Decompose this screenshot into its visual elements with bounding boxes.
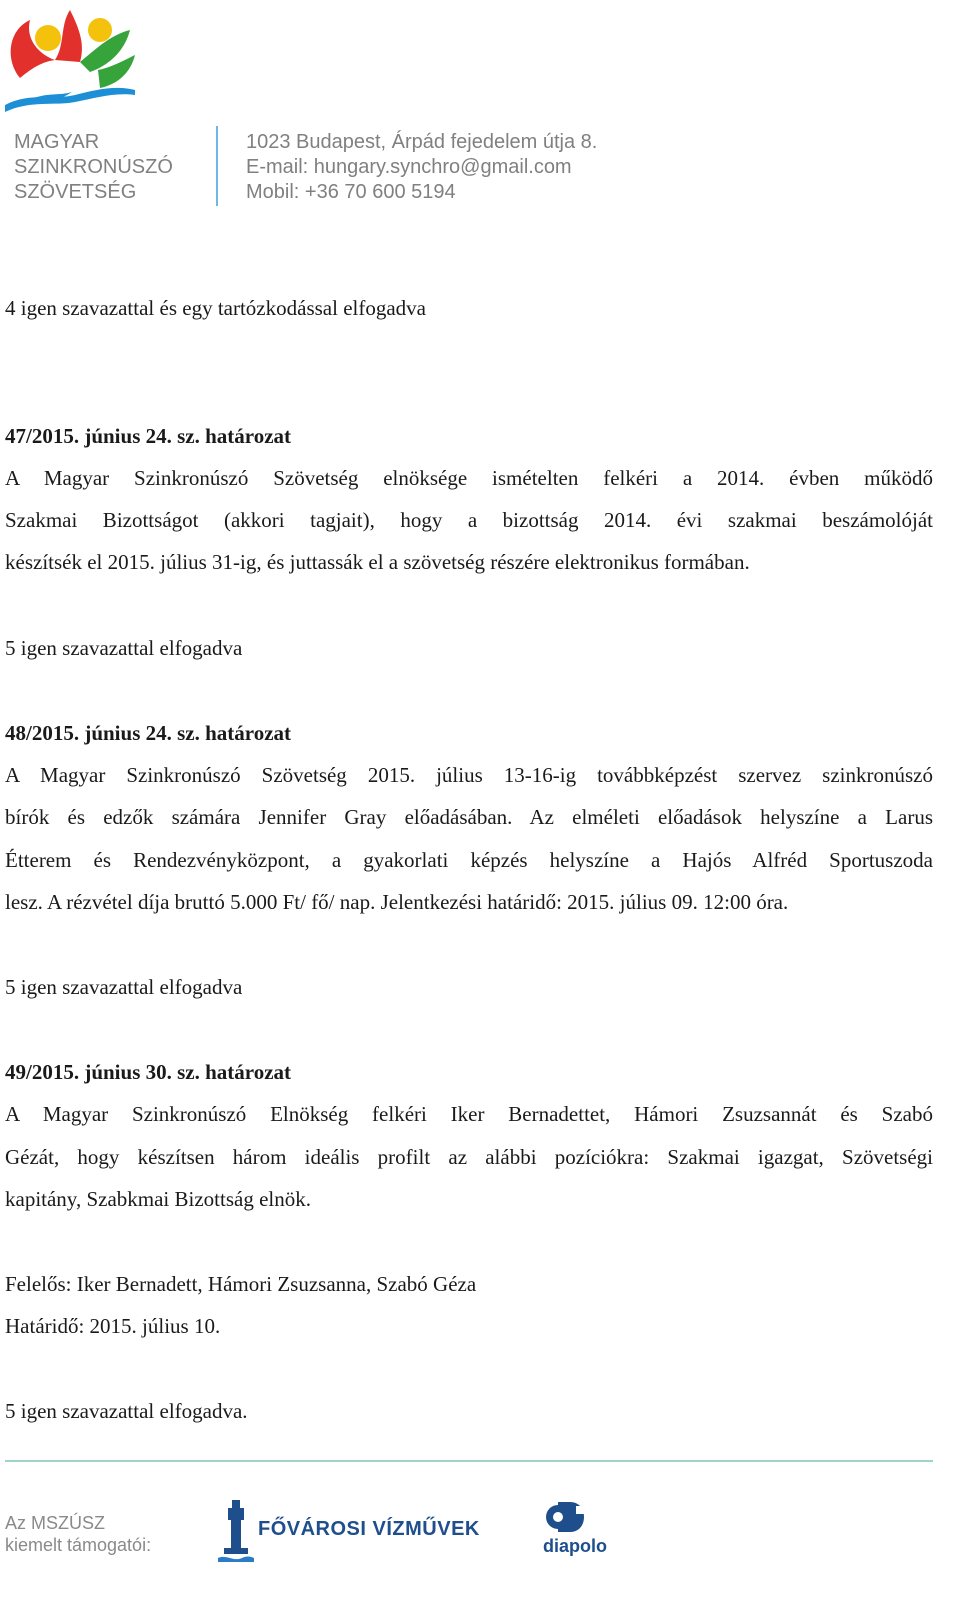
sponsor-name: FŐVÁROSI VÍZMŰVEK [258, 1518, 480, 1540]
vote-result: 4 igen szavazattal és egy tartózkodással elfogadva [5, 296, 426, 320]
vote-result: 5 igen szavazattal elfogadva [5, 975, 243, 999]
vote-result: 5 igen szavazattal elfogadva [5, 636, 243, 660]
deadline-line: Határidő: 2015. július 10. [5, 1314, 221, 1338]
org-name [14, 130, 173, 205]
resolution-title: 48/2015. június 24. sz. határozat [5, 721, 292, 745]
sponsors-label-line: Az MSZÚSZ [5, 1513, 106, 1533]
sponsor-fovarosi-vizmuvek [218, 1498, 478, 1562]
contact-block [246, 130, 597, 205]
water-tower-icon [218, 1498, 254, 1562]
contact-mobile: Mobil: +36 70 600 5194 [246, 181, 456, 203]
resolution-text-line: Szakmai Bizottságot (akkori tagjait), hogy a bizottság 2014. évi szakmai beszámolóját [5, 508, 933, 532]
sponsor-name: diapolo [543, 1536, 607, 1556]
resolution-text-line: Gézát, hogy készítsen három ideális profilt az alábbi pozíciókra: Szakmai igazgat, Szövetségi [5, 1145, 933, 1169]
org-name-line: SZÖVETSÉG [14, 181, 137, 203]
contact-email: E-mail: hungary.synchro@gmail.com [246, 156, 572, 178]
resolution-text-line: A Magyar Szinkronúszó Elnökség felkéri Iker Bernadettet, Hámori Zsuzsannát és Szabó [5, 1102, 933, 1126]
resolution-text-line: A Magyar Szinkronúszó Szövetség elnöksége ismételten felkéri a 2014. évben működő [5, 466, 933, 490]
org-name-line: MAGYAR [14, 131, 100, 153]
contact-address: 1023 Budapest, Árpád fejedelem útja 8. [246, 131, 598, 153]
diapolo-logo-icon [540, 1498, 610, 1536]
resolution-text-line: lesz. A rézvétel díja bruttó 5.000 Ft/ fő/ nap. Jelentkezési határidő: 2015. július 09. 12:00 óra. [5, 890, 789, 914]
header-divider [216, 126, 218, 206]
sponsor-diapolo [540, 1498, 630, 1562]
resolution-title: 49/2015. június 30. sz. határozat [5, 1060, 292, 1084]
sponsors-label [5, 1512, 151, 1556]
resolution-text-line: Étterem és Rendezvényközpont, a gyakorlati képzés helyszíne a Hajós Alfréd Sportuszoda [5, 848, 933, 872]
org-name-line: SZINKRONÚSZÓ [14, 156, 173, 178]
resolution-text-line: A Magyar Szinkronúszó Szövetség 2015. július 13-16-ig továbbképzést szervez szinkronúszó [5, 763, 933, 787]
vote-result: 5 igen szavazattal elfogadva. [5, 1399, 248, 1423]
resolution-text-line: készítsék el 2015. július 31-ig, és juttassák el a szövetség részére elektronikus formában. [5, 550, 750, 574]
sponsors-label-line: kiemelt támogatói: [5, 1535, 152, 1555]
footer-divider [5, 1460, 933, 1462]
responsible-line: Felelős: Iker Bernadett, Hámori Zsuzsanna, Szabó Géza [5, 1272, 477, 1296]
resolution-title: 47/2015. június 24. sz. határozat [5, 424, 292, 448]
resolution-text-line: bírók és edzők számára Jennifer Gray előadásában. Az elméleti előadások helyszíne a Larus [5, 805, 933, 829]
resolution-text-line: kapitány, Szabkmai Bizottság elnök. [5, 1187, 311, 1211]
federation-logo-icon [0, 0, 140, 125]
